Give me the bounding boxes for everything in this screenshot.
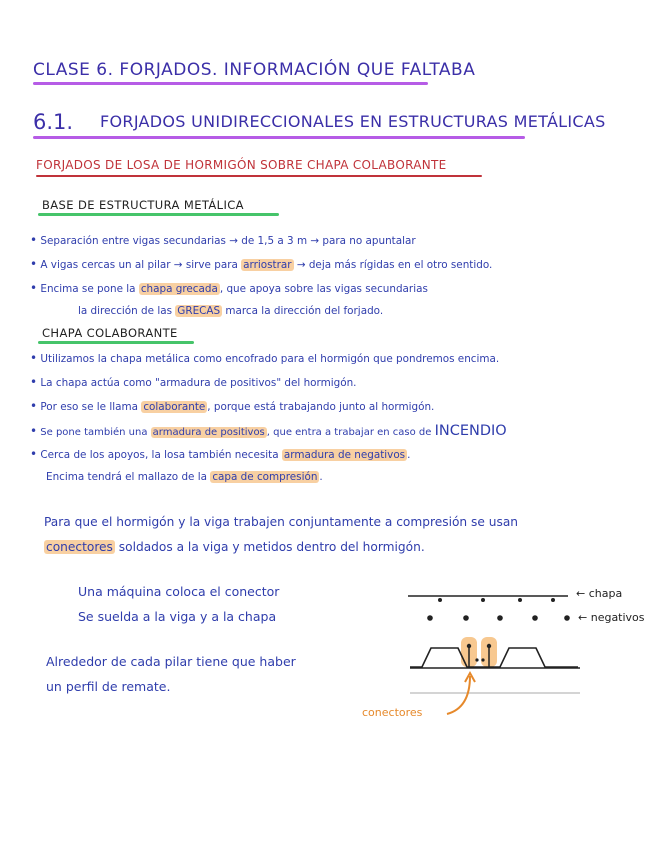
negativos-dot [463, 615, 469, 621]
list-item: • Se pone también una armadura de positivos , que entra a trabajar en caso de INCENDIO [30, 423, 507, 439]
rebar-dot [518, 598, 522, 602]
list-item: • La chapa actúa como "armadura de positivos" del hormigón. [30, 375, 357, 389]
paragraph-line: Se suelda a la viga y a la chapa [78, 609, 277, 624]
paragraph-line: conectores soldados a la viga y metidos dentro del hormigón. [46, 540, 425, 554]
base-heading: BASE DE ESTRUCTURA METÁLICA [42, 198, 244, 212]
rebar-dot [551, 598, 555, 602]
page-title: CLASE 6. FORJADOS. INFORMACIÓN QUE FALTABA [33, 60, 476, 80]
label-negativos: ← negativos [578, 611, 645, 624]
chapa-tail: Encima tendrá el mallazo de la capa de compresión . [46, 471, 323, 483]
chapa-heading: CHAPA COLABORANTE [42, 326, 178, 340]
label-conectores: conectores [362, 706, 423, 719]
rebar-dot [438, 598, 442, 602]
connector-arrow [447, 676, 470, 714]
list-item: • Utilizamos la chapa metálica como encofrado para el hormigón que pondremos encima. [30, 351, 500, 365]
paragraph-line: Para que el hormigón y la viga trabajen conjuntamente a compresión se usan [44, 515, 519, 529]
rebar-dot [481, 598, 485, 602]
list-item: • Cerca de los apoyos, la losa también necesita armadura de negativos . [30, 447, 411, 461]
list-item: • Encima se pone la chapa grecada , que apoya sobre las vigas secundarias [30, 281, 428, 295]
subsection-title: FORJADOS DE LOSA DE HORMIGÓN SOBRE CHAPA COLABORANTE [36, 158, 447, 172]
paragraph-line: un perfil de remate. [46, 679, 171, 694]
negativos-dot [497, 615, 503, 621]
label-chapa: ← chapa [576, 587, 623, 600]
base-note: la dirección de las GRECAS marca la dirección del forjado. [78, 305, 384, 317]
list-item: • Separación entre vigas secundarias → de 1,5 a 3 m → para no apuntalar [30, 233, 416, 247]
negativos-dot [564, 615, 570, 621]
paragraph-line: Alrededor de cada pilar tiene que haber [46, 654, 296, 669]
section-number: 6.1. [33, 110, 74, 134]
paragraph-line: Una máquina coloca el conector [78, 584, 280, 599]
section-title: FORJADOS UNIDIRECCIONALES EN ESTRUCTURAS METÁLICAS [100, 112, 606, 131]
list-item: • Por eso se le llama colaborante , porque está trabajando junto al hormigón. [30, 399, 435, 413]
list-item: • A vigas cercas un al pilar → sirve para arriostrar → deja más rígidas en el otro sentido. [30, 257, 493, 271]
negativos-dot [532, 615, 538, 621]
negativos-dot [427, 615, 433, 621]
